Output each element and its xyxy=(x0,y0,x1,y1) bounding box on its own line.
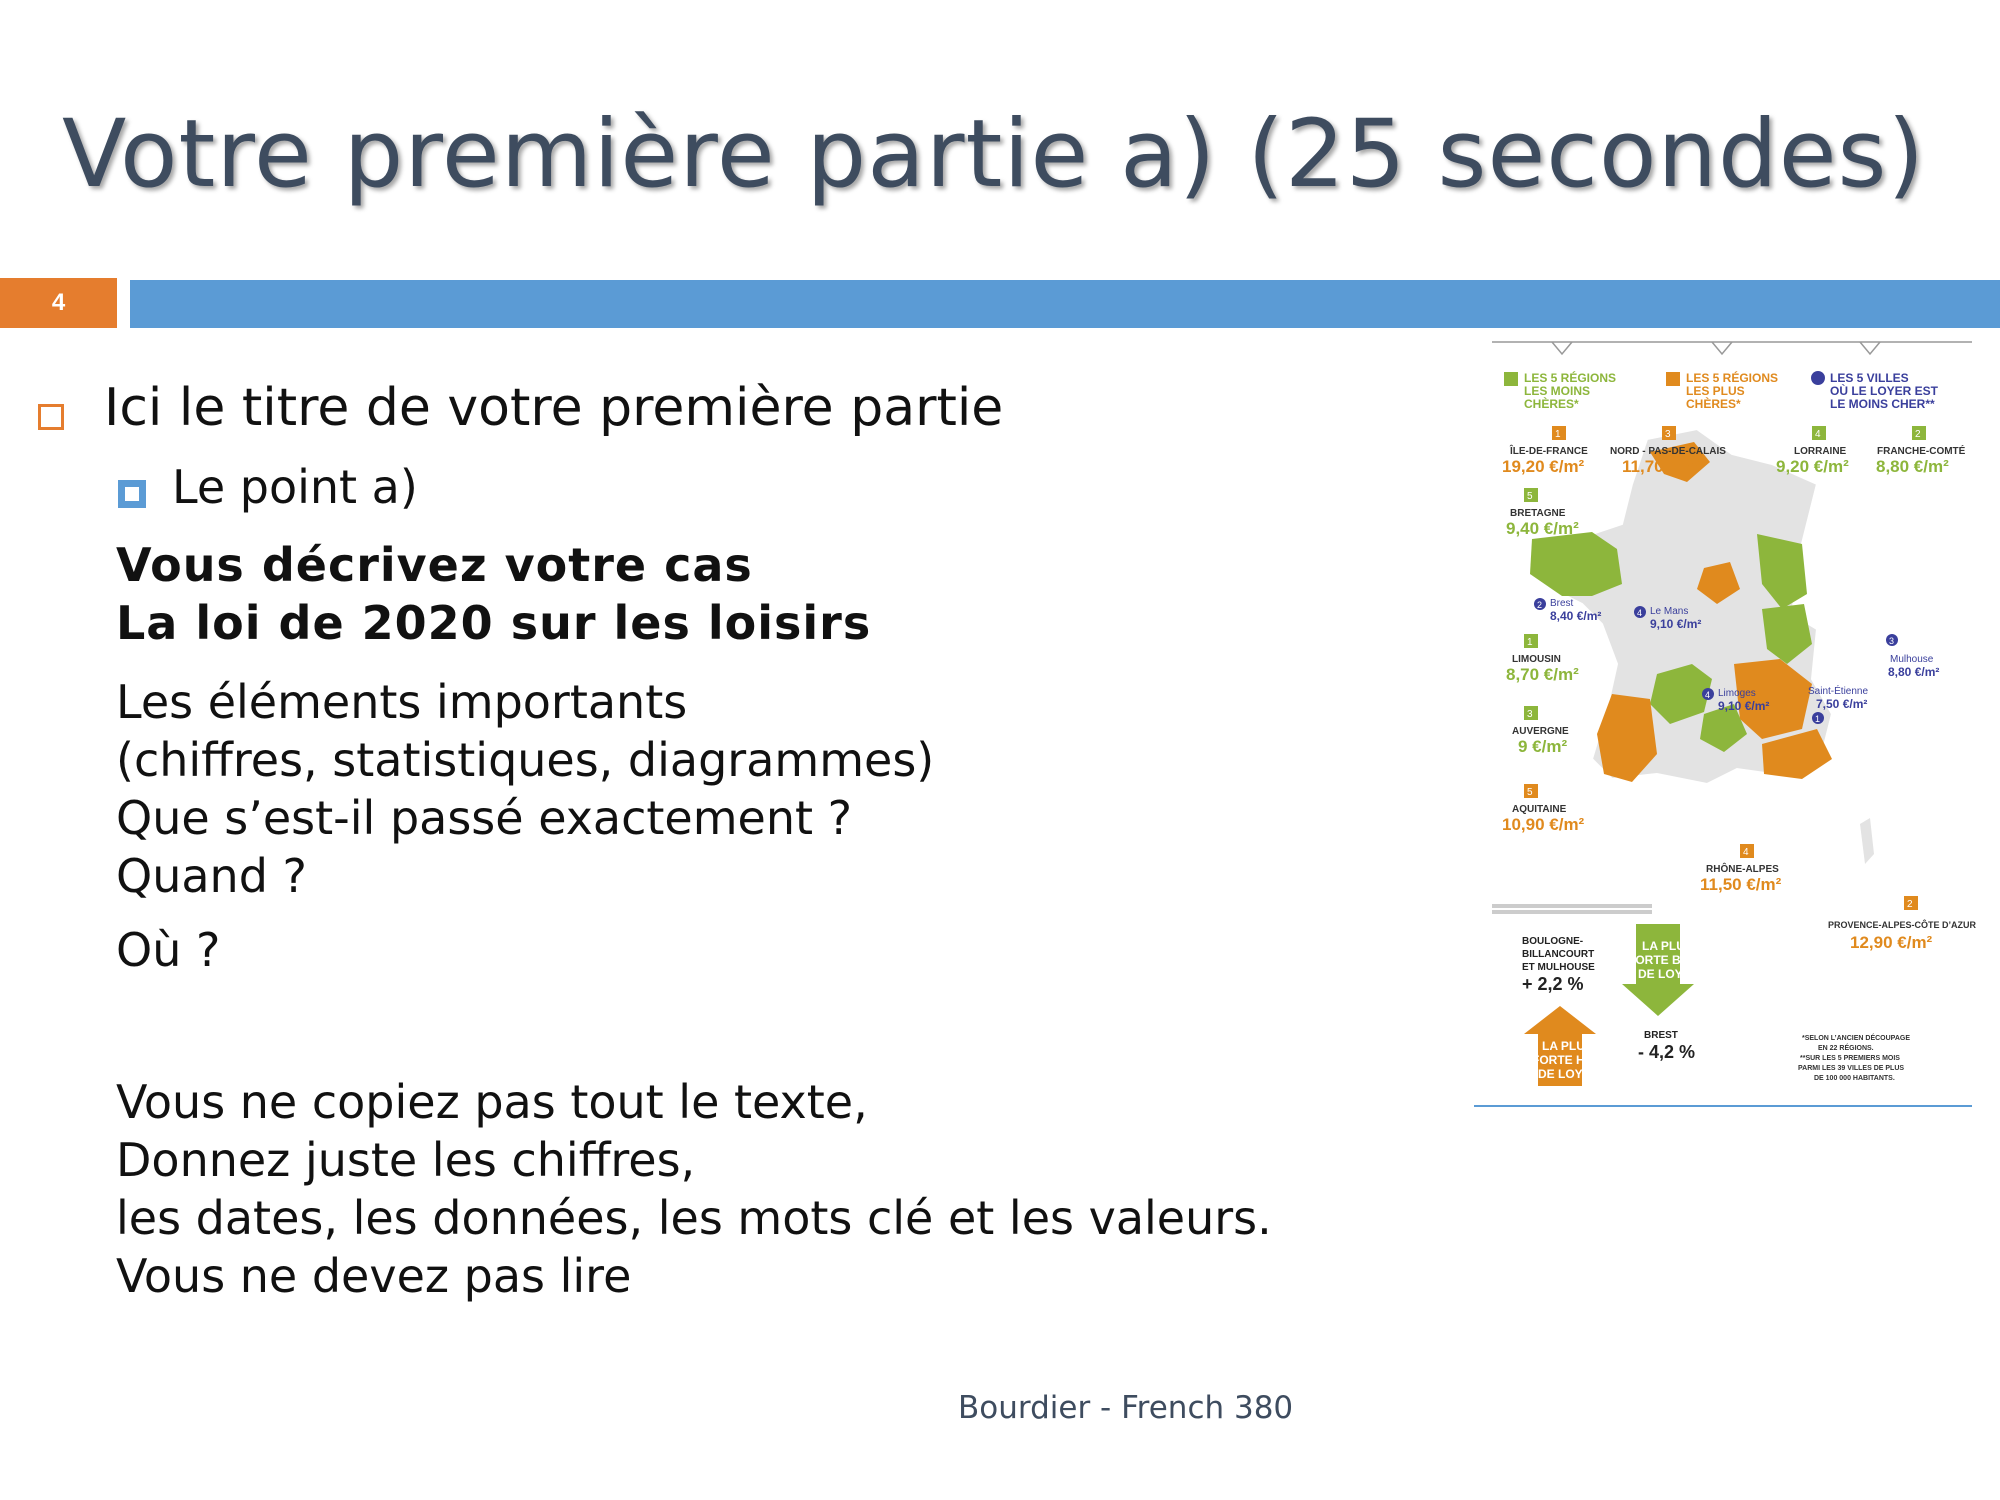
region-price: 9 €/m² xyxy=(1518,737,1568,756)
city-name: Mulhouse xyxy=(1890,654,1934,665)
footnote-line: PARMI LES 39 VILLES DE PLUS xyxy=(1798,1065,1905,1072)
legend-text: LES MOINS xyxy=(1524,384,1591,398)
bold-line: La loi de 2020 sur les loisirs xyxy=(116,596,872,650)
rise-city: ET MULHOUSE xyxy=(1522,962,1595,973)
footnote-line: DE 100 000 HABITANTS. xyxy=(1814,1075,1895,1082)
region-price: 12,90 €/m² xyxy=(1850,933,1933,952)
rank-number: 3 xyxy=(1665,429,1671,440)
rank-number: 2 xyxy=(1915,429,1921,440)
text-line: Les éléments importants xyxy=(116,675,688,729)
region-price: 11,70 €/m² xyxy=(1622,457,1704,476)
drop-value: - 4,2 % xyxy=(1638,1042,1696,1062)
rank-number: 2 xyxy=(1537,600,1543,610)
map-corsica xyxy=(1860,818,1874,864)
rank-number: 4 xyxy=(1743,847,1749,858)
bullet-level-2: Le point a) xyxy=(172,460,418,514)
frame-notches xyxy=(1552,342,1880,354)
legend-text: LES 5 RÉGIONS xyxy=(1686,371,1779,385)
rent-infographic xyxy=(1472,334,1992,1114)
bold-line: Vous décrivez votre cas xyxy=(116,538,753,592)
rise-city: BILLANCOURT xyxy=(1522,949,1595,960)
closing-line: Donnez juste les chiffres, xyxy=(116,1133,696,1187)
region-callout-limousin xyxy=(1506,634,1579,684)
drop-label: LA PLUS xyxy=(1642,939,1693,953)
city-marker-saint-etienne xyxy=(1808,684,1868,724)
city-name: Brest xyxy=(1550,598,1574,609)
region-name: FRANCHE-COMTÉ xyxy=(1877,446,1966,457)
legend-text: CHÈRES* xyxy=(1524,397,1579,411)
rank-number: 3 xyxy=(1889,636,1895,646)
rank-number: 4 xyxy=(1637,608,1643,618)
rise-label: FORTE HAUSSE xyxy=(1532,1053,1627,1067)
region-callout-bretagne xyxy=(1506,488,1579,538)
city-name: Saint-Étienne xyxy=(1808,686,1869,697)
legend-text: LES PLUS xyxy=(1686,384,1745,398)
region-callout-lorraine xyxy=(1776,426,1849,476)
closing-line: Vous ne devez pas lire xyxy=(116,1249,632,1303)
city-marker-mulhouse xyxy=(1886,634,1939,679)
drop-label: FORTE BAISSE xyxy=(1628,953,1717,967)
drop-label: DE LOYER xyxy=(1638,967,1700,981)
region-name: ÎLE-DE-FRANCE xyxy=(1510,446,1588,457)
text-line: Que s’est-il passé exactement ? xyxy=(116,791,853,845)
rank-number: 4 xyxy=(1705,690,1711,700)
region-name: LIMOUSIN xyxy=(1512,654,1561,665)
hatch-band xyxy=(1492,906,1652,912)
region-price: 9,20 €/m² xyxy=(1776,457,1849,476)
region-name: LORRAINE xyxy=(1794,446,1847,457)
legend-orange-swatch xyxy=(1666,372,1680,386)
closing-line: Vous ne copiez pas tout le texte, xyxy=(116,1075,868,1129)
rank-number: 5 xyxy=(1527,491,1533,502)
rank-number: 3 xyxy=(1527,709,1533,720)
city-name: Le Mans xyxy=(1650,606,1689,617)
legend-text: LE MOINS CHER** xyxy=(1830,397,1935,411)
region-name: NORD - PAS-DE-CALAIS xyxy=(1610,446,1726,457)
rank-number: 1 xyxy=(1555,429,1561,440)
footnote-line: **SUR LES 5 PREMIERS MOIS xyxy=(1800,1055,1900,1062)
region-callout-aquitaine xyxy=(1502,784,1585,834)
region-price: 11,50 €/m² xyxy=(1700,875,1782,894)
rise-label: LA PLUS xyxy=(1542,1039,1593,1053)
hollow-square-bullet-icon xyxy=(38,404,64,430)
region-price: 10,90 €/m² xyxy=(1502,815,1585,834)
rank-number: 5 xyxy=(1527,787,1533,798)
region-price: 19,20 €/m² xyxy=(1502,457,1585,476)
region-name: RHÔNE-ALPES xyxy=(1706,864,1779,875)
region-callout-franche-comte xyxy=(1876,426,1966,476)
text-line: Quand ? xyxy=(116,849,307,903)
legend-blue-dot xyxy=(1811,371,1825,385)
region-name: AUVERGNE xyxy=(1512,726,1569,737)
region-name: PROVENCE-ALPES-CÔTE D’AZUR xyxy=(1828,920,1977,930)
rise-value: + 2,2 % xyxy=(1522,974,1584,994)
region-price: 8,80 €/m² xyxy=(1876,457,1949,476)
square-bullet-icon xyxy=(118,480,146,508)
region-callout-idf xyxy=(1502,426,1588,476)
city-name: Limoges xyxy=(1718,688,1756,699)
city-price: 7,50 €/m² xyxy=(1816,697,1868,711)
legend-text: OÙ LE LOYER EST xyxy=(1830,384,1939,398)
city-price: 8,40 €/m² xyxy=(1550,609,1602,623)
bullet-level-1: Ici le titre de votre première partie xyxy=(104,378,1004,438)
footnote-line: *SELON L’ANCIEN DÉCOUPAGE xyxy=(1802,1035,1910,1042)
rise-label: DE LOYER xyxy=(1538,1067,1600,1081)
rise-city: BOULOGNE- xyxy=(1522,936,1584,947)
rent-map-svg xyxy=(1472,334,1992,1114)
rank-number: 1 xyxy=(1815,714,1821,724)
region-name: AQUITAINE xyxy=(1512,804,1567,815)
text-line: Où ? xyxy=(116,923,221,977)
city-price: 9,10 €/m² xyxy=(1718,699,1770,713)
region-name: BRETAGNE xyxy=(1510,508,1566,519)
rank-number: 2 xyxy=(1907,899,1913,910)
rank-number: 1 xyxy=(1527,637,1533,648)
slide-number: 4 xyxy=(0,278,117,328)
slide-footer: Bourdier - French 380 xyxy=(958,1390,1294,1426)
legend-text: CHÈRES* xyxy=(1686,397,1741,411)
legend-text: LES 5 RÉGIONS xyxy=(1524,371,1617,385)
region-price: 9,40 €/m² xyxy=(1506,519,1579,538)
region-price: 8,70 €/m² xyxy=(1506,665,1579,684)
legend-text: LES 5 VILLES xyxy=(1830,371,1909,385)
text-line: (chiffres, statistiques, diagrammes) xyxy=(116,733,935,787)
slide-title: Votre première partie a) (25 secondes) xyxy=(62,100,1926,209)
legend-green-swatch xyxy=(1504,372,1518,386)
city-price: 8,80 €/m² xyxy=(1888,665,1940,679)
region-callout-rhone-alpes xyxy=(1700,844,1782,894)
closing-line: les dates, les données, les mots clé et les valeurs. xyxy=(116,1191,1272,1245)
region-callout-auvergne xyxy=(1512,706,1569,756)
footnote-line: EN 22 RÉGIONS. xyxy=(1818,1045,1874,1052)
region-callout-paca xyxy=(1828,896,1977,952)
drop-city: BREST xyxy=(1644,1030,1678,1041)
city-price: 9,10 €/m² xyxy=(1650,617,1702,631)
rank-number: 4 xyxy=(1815,429,1821,440)
